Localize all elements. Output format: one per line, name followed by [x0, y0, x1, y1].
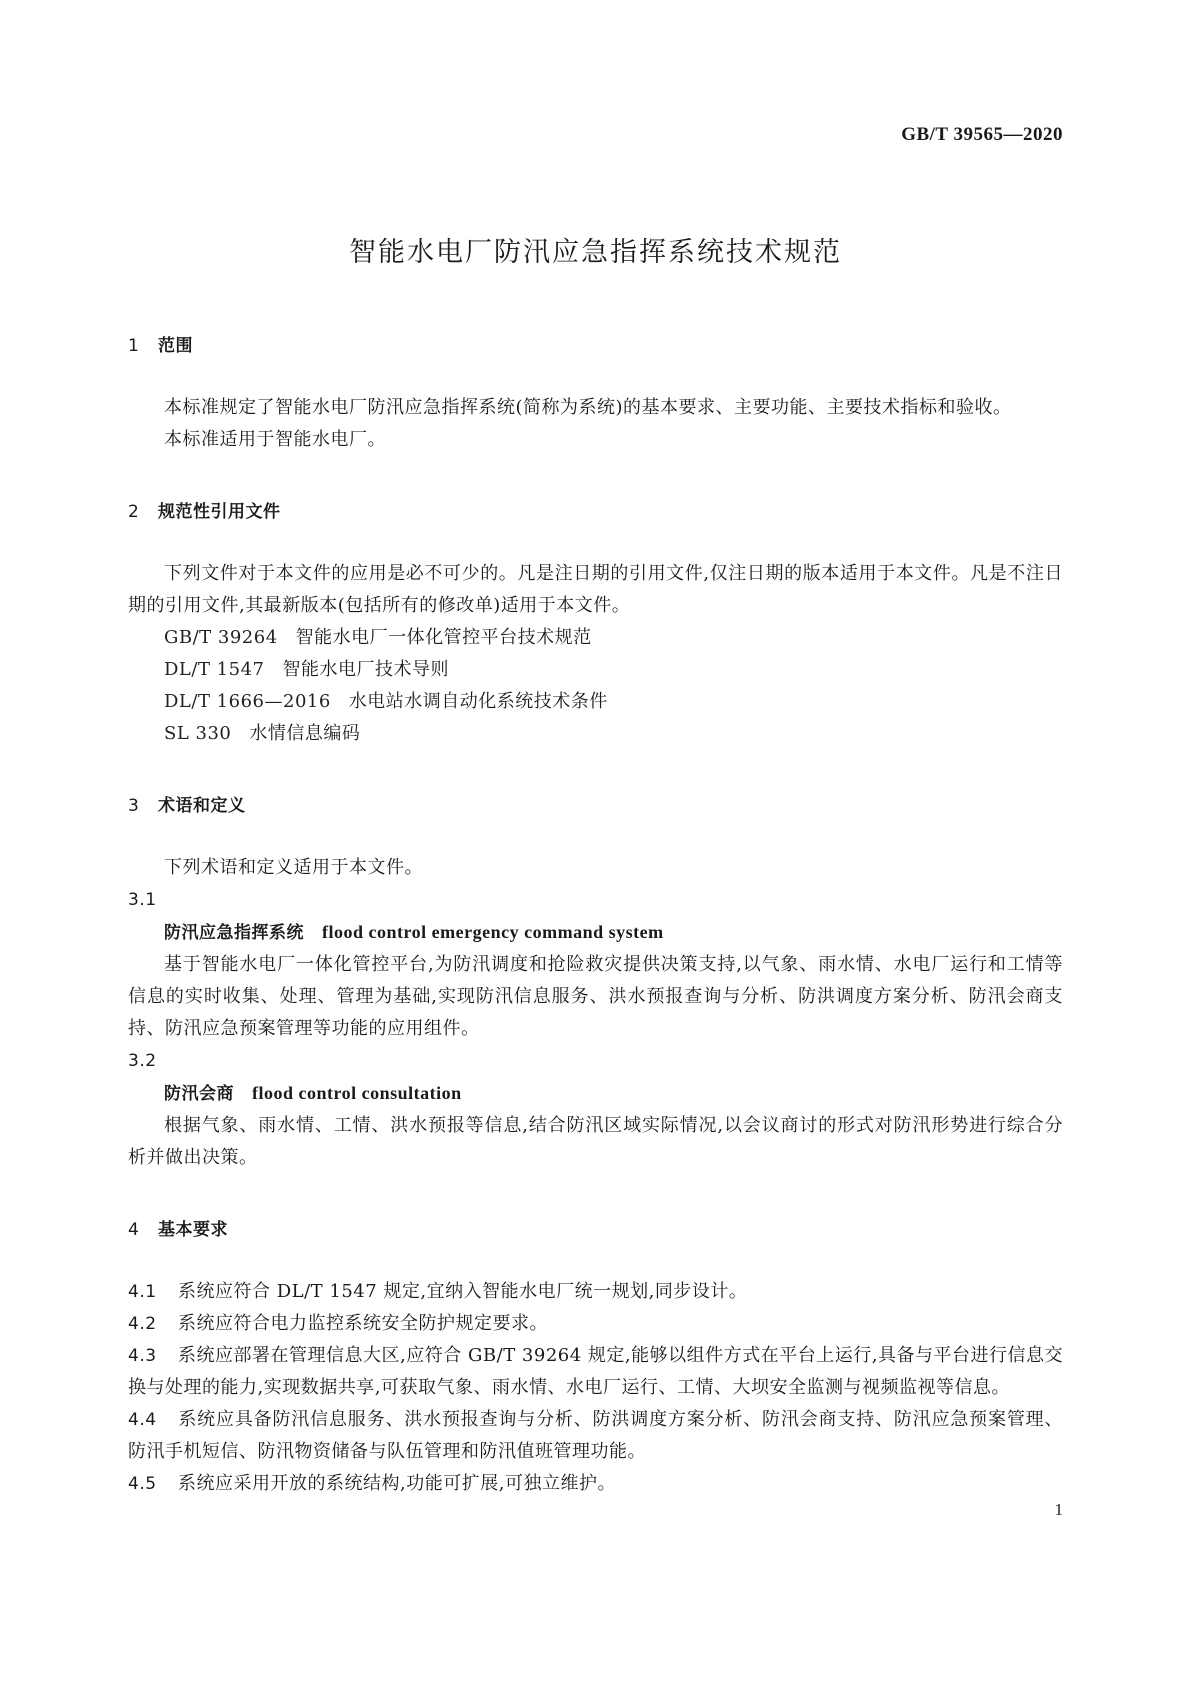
clause: [128, 1404, 1063, 1468]
clause-text: 系统应符合 DL/T 1547 规定,宜纳入智能水电厂统一规划,同步设计。: [178, 1281, 748, 1302]
reference-code: DL/T 1666—2016: [164, 691, 331, 712]
section-title: 规范性引用文件: [158, 502, 281, 522]
section-heading: [128, 330, 1063, 362]
term-number: 3.2: [128, 1051, 157, 1071]
section-title: 术语和定义: [158, 796, 246, 816]
section-number: 4: [128, 1220, 140, 1240]
clause-number: 4.5: [128, 1474, 157, 1494]
paragraph: 本标准规定了智能水电厂防汛应急指挥系统(简称为系统)的基本要求、主要功能、主要技术指标和验收。: [164, 397, 1012, 418]
section-normative-references: [128, 496, 1063, 750]
clause: [128, 1468, 1063, 1500]
reference-title: 水情信息编码: [249, 723, 361, 744]
reference-item: [128, 718, 1063, 750]
reference-item: [128, 654, 1063, 686]
section-terms: [128, 790, 1063, 1174]
page-number: 1: [1054, 1500, 1063, 1519]
term-en: flood control consultation: [252, 1083, 462, 1103]
section-number: 2: [128, 502, 140, 522]
clause-text: 系统应具备防汛信息服务、洪水预报查询与分析、防洪调度方案分析、防汛会商支持、防汛应急预案管理、防汛手机短信、防汛物资储备与队伍管理和防汛值班管理功能。: [128, 1409, 1063, 1462]
term-title: [128, 916, 1063, 949]
section-title: 基本要求: [158, 1220, 228, 1240]
term-title: [128, 1077, 1063, 1110]
clause: [128, 1340, 1063, 1404]
term-definition: 基于智能水电厂一体化管控平台,为防汛调度和抢险救灾提供决策支持,以气象、雨水情、水电厂运行和工情等信息的实时收集、处理、管理为基础,实现防汛信息服务、洪水预报查询与分析、防洪调度方案分析、防汛会商支持、防汛应急预案管理等功能的应用组件。: [128, 954, 1063, 1039]
clause-number: 4.3: [128, 1346, 157, 1366]
term-number: 3.1: [128, 890, 157, 910]
section-scope: [128, 330, 1063, 456]
reference-item: [128, 686, 1063, 718]
clause-text: 系统应采用开放的系统结构,功能可扩展,可独立维护。: [178, 1473, 616, 1494]
section-title: 范围: [158, 336, 193, 356]
standard-code: GB/T 39565—2020: [901, 124, 1063, 145]
reference-code: GB/T 39264: [164, 627, 278, 648]
section-number: 3: [128, 796, 140, 816]
document-body: [128, 330, 1063, 1540]
section-heading: [128, 496, 1063, 528]
term-definition: 根据气象、雨水情、工情、洪水预报等信息,结合防汛区域实际情况,以会议商讨的形式对防汛形势进行综合分析并做出决策。: [128, 1115, 1063, 1168]
paragraph: 下列文件对于本文件的应用是必不可少的。凡是注日期的引用文件,仅注日期的版本适用于本文件。凡是不注日期的引用文件,其最新版本(包括所有的修改单)适用于本文件。: [128, 563, 1063, 616]
clause-number: 4.2: [128, 1314, 157, 1334]
section-heading: [128, 790, 1063, 822]
term-en: flood control emergency command system: [322, 922, 664, 942]
clause-number: 4.4: [128, 1410, 157, 1430]
reference-code: SL 330: [164, 723, 232, 744]
section-basic-requirements: [128, 1214, 1063, 1500]
clause-number: 4.1: [128, 1282, 157, 1302]
reference-title: 智能水电厂技术导则: [282, 659, 449, 680]
paragraph: 本标准适用于智能水电厂。: [164, 429, 386, 450]
reference-title: 水电站水调自动化系统技术条件: [348, 691, 608, 712]
paragraph: 下列术语和定义适用于本文件。: [164, 857, 423, 878]
reference-title: 智能水电厂一体化管控平台技术规范: [295, 627, 592, 648]
clause: [128, 1308, 1063, 1340]
clause-text: 系统应部署在管理信息大区,应符合 GB/T 39264 规定,能够以组件方式在平台上运行,具备与平台进行信息交换与处理的能力,实现数据共享,可获取气象、雨水情、水电厂运行、工情、大坝安全监测与视频监视等信息。: [128, 1345, 1063, 1398]
reference-code: DL/T 1547: [164, 659, 265, 680]
term-zh: 防汛会商: [164, 1084, 234, 1104]
term-zh: 防汛应急指挥系统: [164, 923, 304, 943]
clause: [128, 1276, 1063, 1308]
section-heading: [128, 1214, 1063, 1246]
document-title: 智能水电厂防汛应急指挥系统技术规范: [349, 237, 842, 268]
section-number: 1: [128, 336, 140, 356]
reference-item: [128, 622, 1063, 654]
clause-text: 系统应符合电力监控系统安全防护规定要求。: [178, 1313, 548, 1334]
